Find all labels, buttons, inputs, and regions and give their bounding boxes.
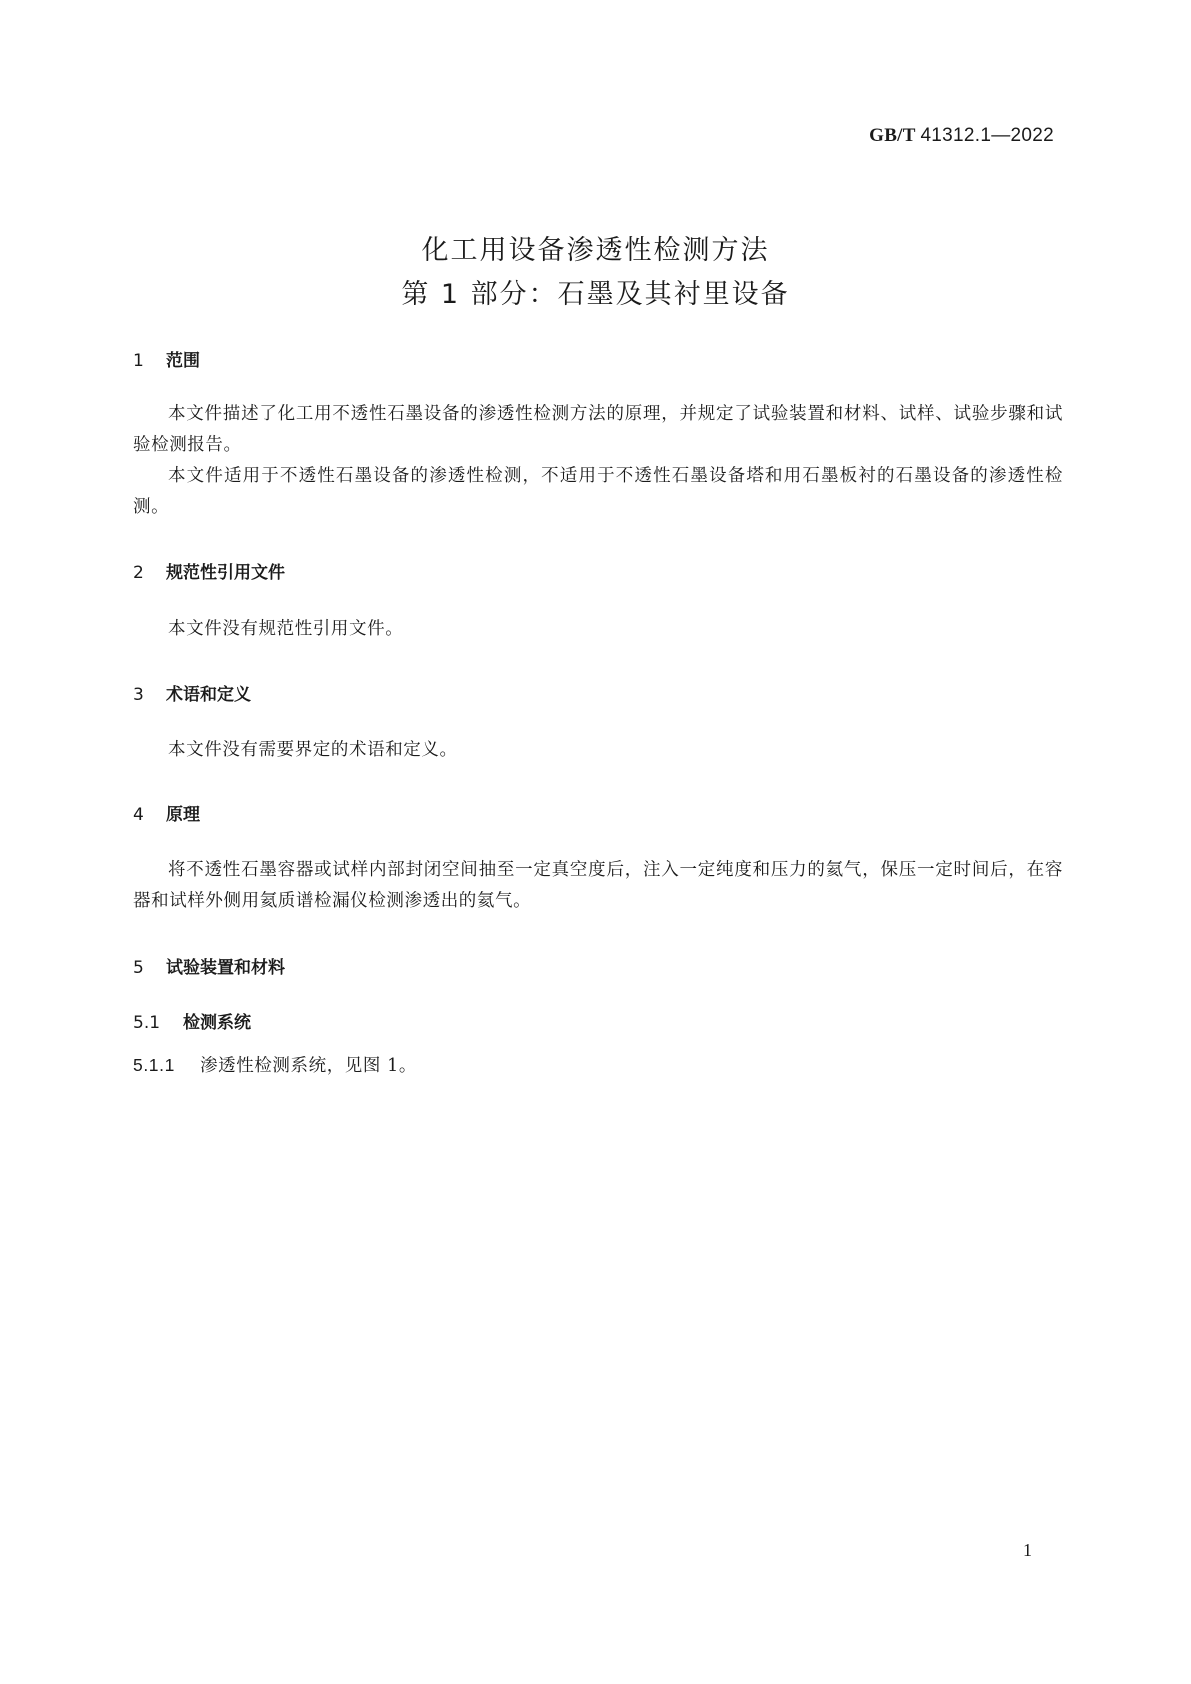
section-heading-2 bbox=[133, 558, 285, 583]
section-title: 原理 bbox=[166, 805, 200, 825]
document-title-line1: 化工用设备渗透性检测方法 bbox=[421, 235, 770, 266]
page-number: 1 bbox=[1023, 1540, 1032, 1560]
standard-number: 41312.1—2022 bbox=[920, 125, 1054, 146]
subsection-title: 检测系统 bbox=[183, 1013, 251, 1033]
section-title: 术语和定义 bbox=[166, 685, 251, 705]
standard-prefix: GB/T bbox=[869, 125, 916, 146]
section-heading-4 bbox=[133, 800, 200, 825]
section-number: 4 bbox=[133, 805, 144, 825]
section-heading-1 bbox=[133, 346, 200, 371]
subsection-number: 5.1 bbox=[133, 1013, 161, 1033]
section-number: 2 bbox=[133, 563, 144, 583]
section-number: 3 bbox=[133, 685, 144, 705]
section-number: 5 bbox=[133, 958, 144, 978]
section-title: 试验装置和材料 bbox=[166, 958, 285, 978]
section-heading-3 bbox=[133, 680, 251, 705]
document-title-line2: 第 1 部分：石墨及其衬里设备 bbox=[401, 279, 790, 310]
paragraph: 将不透性石墨容器或试样内部封闭空间抽至一定真空度后，注入一定纯度和压力的氦气，保压一定时间后，在容器和试样外侧用氦质谱检漏仪检测渗透出的氦气。 bbox=[133, 860, 1063, 911]
paragraph: 本文件描述了化工用不透性石墨设备的渗透性检测方法的原理，并规定了试验装置和材料、试样、试验步骤和试验检测报告。 bbox=[133, 404, 1063, 455]
paragraph: 本文件没有规范性引用文件。 bbox=[168, 619, 404, 639]
clause-text: 渗透性检测系统，见图 1。 bbox=[200, 1056, 417, 1076]
standard-code bbox=[869, 125, 1054, 147]
section-title: 范围 bbox=[166, 351, 200, 371]
subsection-heading bbox=[133, 1008, 251, 1033]
section-number: 1 bbox=[133, 351, 144, 371]
paragraph: 本文件适用于不透性石墨设备的渗透性检测，不适用于不透性石墨设备塔和用石墨板衬的石墨设备的渗透性检测。 bbox=[133, 466, 1063, 517]
clause-number: 5.1.1 bbox=[133, 1055, 175, 1075]
section-heading-5 bbox=[133, 953, 285, 978]
section-title: 规范性引用文件 bbox=[166, 563, 285, 583]
clause bbox=[133, 1052, 417, 1077]
paragraph: 本文件没有需要界定的术语和定义。 bbox=[168, 740, 458, 760]
